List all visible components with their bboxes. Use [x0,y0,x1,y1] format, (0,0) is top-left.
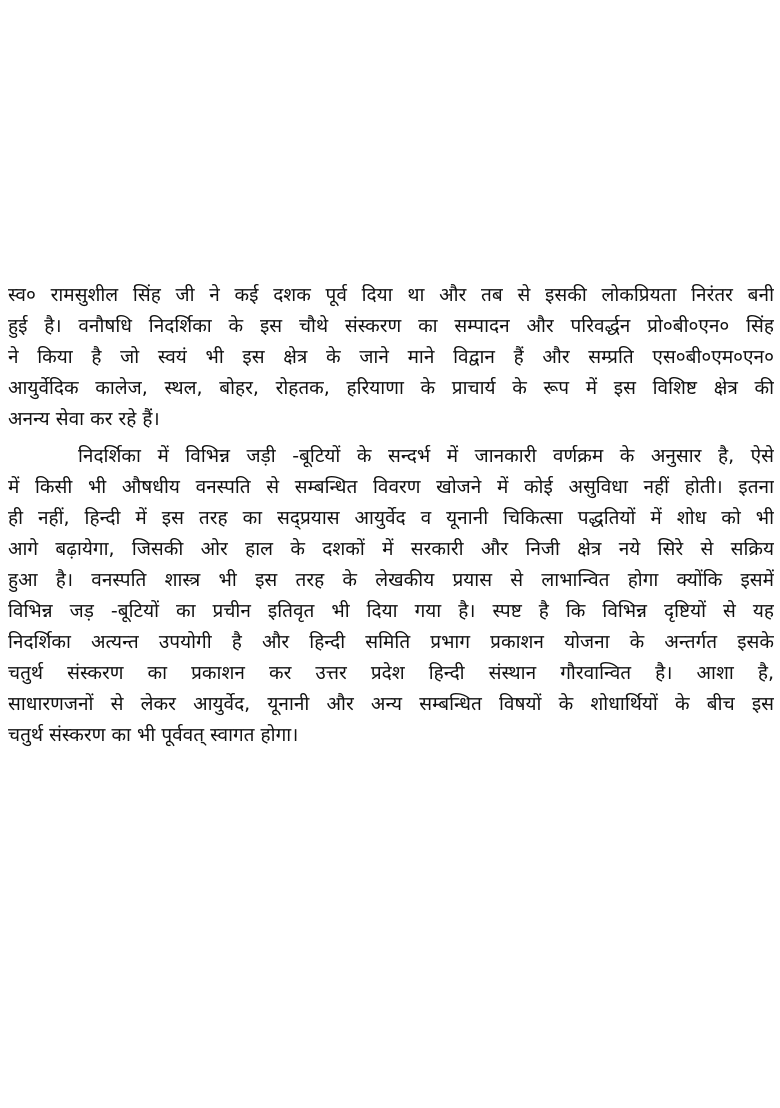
text-line: आगे बढ़ायेगा, जिसकी ओर हाल के दशकों में सरकारी और निजी क्षेत्र नये सिरे से सक्रिय [8,538,774,560]
text-line: चतुर्थ संस्करण का प्रकाशन कर उत्तर प्रदेश हिन्दी संस्थान गौरवान्वित है। आशा है, [8,662,774,684]
text-line: हुआ है। वनस्पति शास्त्र भी इस तरह के लेखकीय प्रयास से लाभान्वित होगा क्योंकि इसमें [8,569,774,591]
text-line: अनन्य सेवा कर रहे हैं। [8,408,160,430]
text-line: चतुर्थ संस्करण का भी पूर्ववत् स्वागत होगा। [8,724,299,746]
document-page [8,280,774,751]
text-line: विभिन्न जड़ -बूटियों का प्रचीन इतिवृत भी दिया गया है। स्पष्ट है कि विभिन्न दृष्टियों से यह [8,600,774,622]
text-line: ही नहीं, हिन्दी में इस तरह का सद्प्रयास आयुर्वेद व यूनानी चिकित्सा पद्धतियों में शोध को भी [8,507,774,529]
paragraph-2 [8,441,774,751]
text-line: साधारणजनों से लेकर आयुर्वेद, यूनानी और अन्य सम्बन्धित विषयों के शोधार्थियों के बीच इस [8,693,774,715]
text-line: निदर्शिका अत्यन्त उपयोगी है और हिन्दी समिति प्रभाग प्रकाशन योजना के अन्तर्गत इसके [8,631,774,653]
text-line: हुई है। वनौषधि निदर्शिका के इस चौथे संस्करण का सम्पादन और परिवर्द्धन प्रो०बी०एन० सिंह [8,315,774,337]
text-line: स्व० रामसुशील सिंह जी ने कई दशक पूर्व दिया था और तब से इसकी लोकप्रियता निरंतर बनी [8,284,774,306]
text-line: आयुर्वेदिक कालेज, स्थल, बोहर, रोहतक, हरियाणा के प्राचार्य के रूप में इस विशिष्ट क्षेत्र की [8,377,774,399]
text-line: में किसी भी औषधीय वनस्पति से सम्बन्धित विवरण खोजने में कोई असुविधा नहीं होती। इतना [8,476,774,498]
text-line: ने किया है जो स्वयं भी इस क्षेत्र के जाने माने विद्वान हैं और सम्प्रति एस०बी०एम०एन० [8,346,774,368]
paragraph-1 [8,280,774,435]
text-line: निदर्शिका में विभिन्न जड़ी -बूटियों के सन्दर्भ में जानकारी वर्णक्रम के अनुसार है, ऐसे [78,445,774,467]
